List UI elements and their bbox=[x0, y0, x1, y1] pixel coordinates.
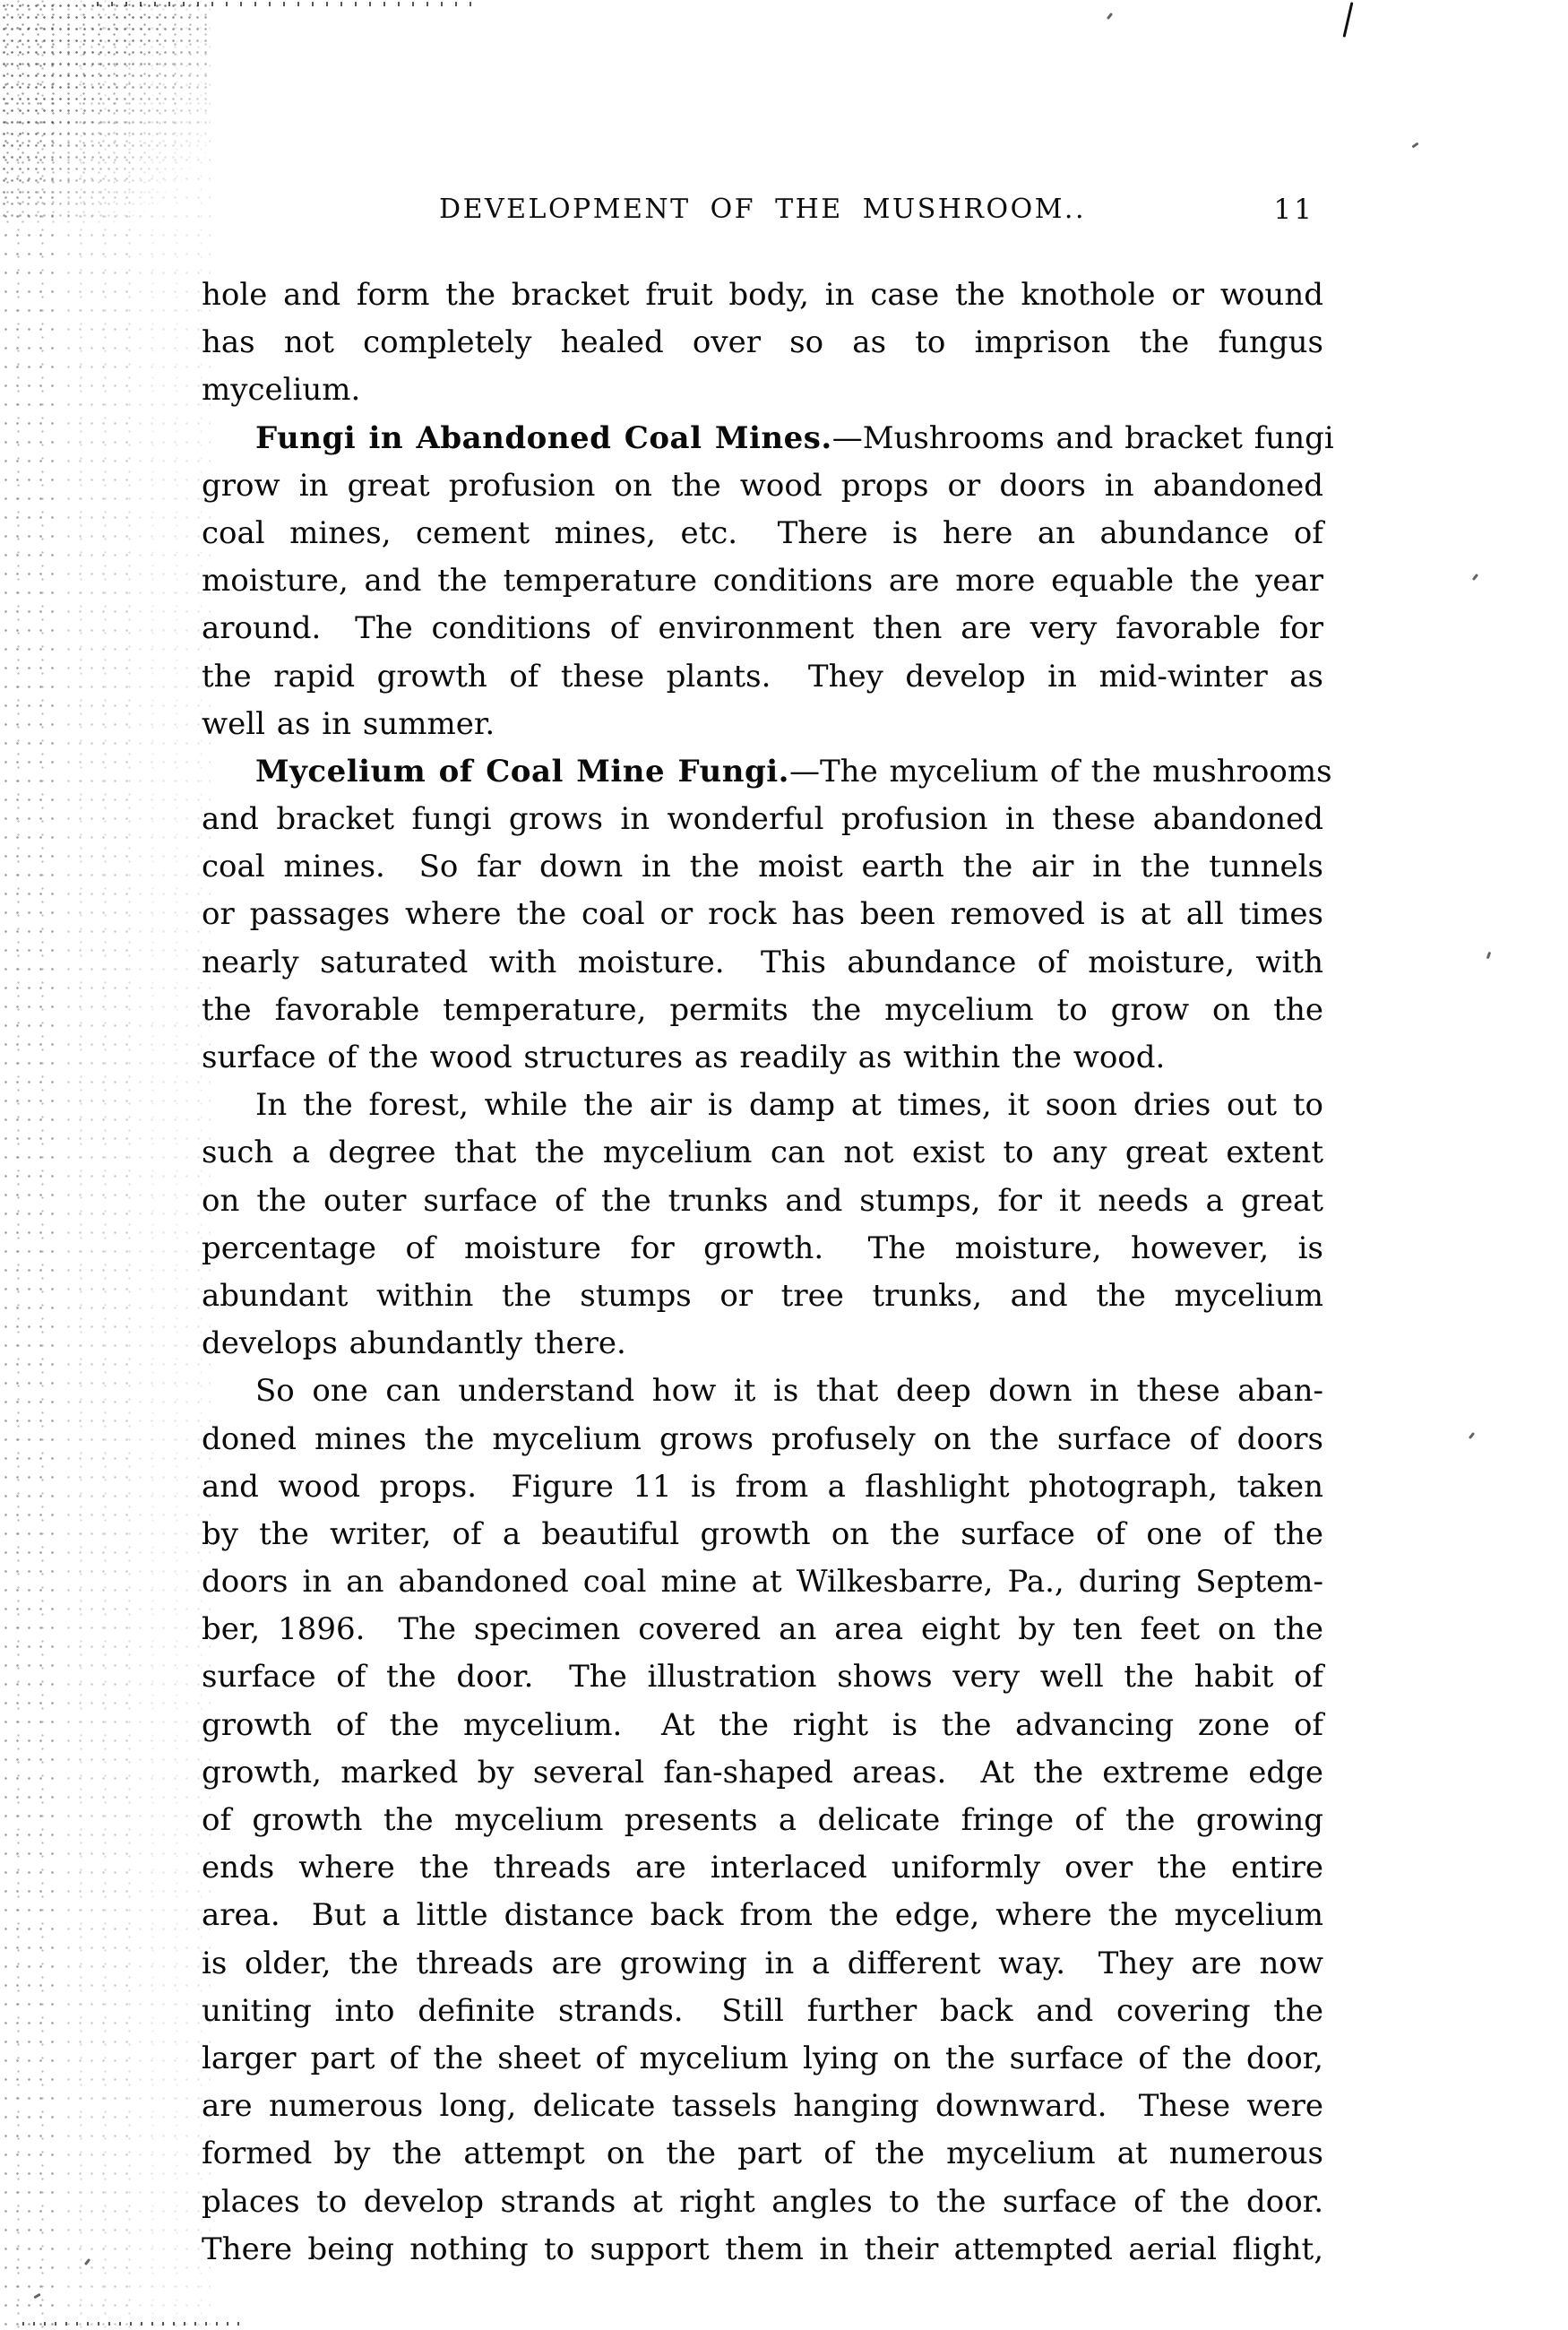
text-run: is older, the threads are growing in a different way. They are now bbox=[202, 1945, 1323, 1981]
top-left-scan-noise bbox=[0, 0, 211, 224]
text-run: growth of the mycelium. At the right is the advancing zone of bbox=[202, 1706, 1323, 1743]
text-line bbox=[202, 1940, 1323, 1988]
text-line bbox=[202, 1702, 1323, 1749]
text-line bbox=[202, 987, 1323, 1034]
text-run: doned mines the mycelium grows profusely on the surface of doors bbox=[202, 1420, 1323, 1457]
text-line bbox=[202, 605, 1323, 652]
text-line bbox=[202, 891, 1323, 938]
text-run: —Mushrooms and bracket fungi bbox=[831, 419, 1334, 456]
text-line bbox=[202, 939, 1323, 987]
text-run: or passages where the coal or rock has been removed is at all times bbox=[202, 896, 1323, 933]
text-line bbox=[202, 367, 1323, 414]
text-run: surface of the door. The illustration shows very well the habit of bbox=[202, 1659, 1323, 1696]
scan-speck bbox=[1469, 1432, 1475, 1439]
scan-speck bbox=[1486, 952, 1492, 960]
text-line bbox=[202, 1368, 1323, 1415]
text-run: are numerous long, delicate tassels hanging downward. These were bbox=[202, 2088, 1323, 2125]
text-line bbox=[202, 2179, 1323, 2226]
text-line bbox=[202, 1844, 1323, 1892]
section-heading: Mycelium of Coal Mine Fungi. bbox=[255, 753, 789, 790]
text-line bbox=[202, 1558, 1323, 1606]
text-run: area. But a little distance back from the edge, where the mycelium bbox=[202, 1897, 1323, 1934]
text-line bbox=[202, 796, 1323, 843]
text-run: In the forest, while the air is damp at times, it soon dries out to bbox=[255, 1087, 1323, 1124]
scan-speck bbox=[1411, 142, 1418, 148]
text-line bbox=[202, 415, 1334, 462]
text-run: well as in summer. bbox=[202, 705, 495, 742]
text-run: such a degree that the mycelium can not exist to any great extent bbox=[202, 1135, 1323, 1171]
text-run: ber, 1896. The specimen covered an area eight by ten feet on the bbox=[202, 1611, 1323, 1648]
text-line bbox=[202, 1749, 1323, 1797]
text-run: by the writer, of a beautiful growth on the surface of one of the bbox=[202, 1515, 1323, 1552]
page-number: 11 bbox=[1273, 194, 1314, 226]
text-run: and wood props. Figure 11 is from a flashlight photograph, taken bbox=[202, 1468, 1323, 1505]
text-run: the favorable temperature, permits the mycelium to grow on the bbox=[202, 991, 1323, 1028]
text-run: doors in an abandoned coal mine at Wilkesbarre, Pa., during Septem- bbox=[202, 1564, 1323, 1601]
text-run: the rapid growth of these plants. They develop in mid-winter as bbox=[202, 658, 1323, 695]
text-line bbox=[202, 1416, 1323, 1463]
text-line bbox=[202, 1606, 1323, 1653]
left-edge-scan-noise bbox=[0, 0, 63, 2330]
text-run: on the outer surface of the trunks and stumps, for it needs a great bbox=[202, 1182, 1323, 1219]
text-run: larger part of the sheet of mycelium lying on the surface of the door, bbox=[202, 2040, 1323, 2076]
text-run: coal mines. So far down in the moist earth the air in the tunnels bbox=[202, 849, 1323, 885]
text-line bbox=[202, 701, 1323, 748]
body-text bbox=[202, 272, 1334, 2274]
text-run: ends where the threads are interlaced uniformly over the entire bbox=[202, 1850, 1323, 1886]
text-line bbox=[202, 272, 1323, 319]
text-line bbox=[202, 1988, 1323, 2035]
text-line bbox=[202, 1797, 1323, 1844]
text-line bbox=[202, 1225, 1323, 1273]
text-run: coal mines, cement mines, etc. There is here an abundance of bbox=[202, 514, 1323, 551]
scan-speck bbox=[84, 2258, 90, 2265]
text-run: percentage of moisture for growth. The moisture, however, is bbox=[202, 1230, 1323, 1266]
text-line bbox=[202, 1511, 1323, 1558]
section-heading: Fungi in Abandoned Coal Mines. bbox=[255, 419, 832, 456]
text-run: and bracket fungi grows in wonderful profusion in these abandoned bbox=[202, 801, 1323, 838]
text-line bbox=[202, 2130, 1323, 2178]
scan-speck bbox=[1107, 13, 1113, 20]
text-run: abundant within the stumps or tree trunks, and the mycelium bbox=[202, 1277, 1323, 1314]
text-line bbox=[202, 1320, 1323, 1368]
scan-speck bbox=[1472, 574, 1478, 581]
text-line bbox=[202, 510, 1323, 557]
text-line bbox=[202, 2035, 1323, 2083]
text-line bbox=[202, 1178, 1323, 1225]
chapter-title: DEVELOPMENT OF THE MUSHROOM.. bbox=[439, 194, 1086, 225]
text-run: nearly saturated with moisture. This abundance of moisture, with bbox=[202, 944, 1323, 980]
text-run: uniting into definite strands. Still further back and covering the bbox=[202, 1992, 1323, 2029]
text-line bbox=[202, 653, 1323, 701]
left-edge-scan-noise bbox=[134, 0, 211, 2330]
text-run: There being nothing to support them in their attempted aerial flight, bbox=[202, 2231, 1323, 2267]
text-line bbox=[202, 1463, 1323, 1511]
scan-artifact-ticks-bottom bbox=[22, 2322, 242, 2326]
text-run: formed by the attempt on the part of the mycelium at numerous bbox=[202, 2136, 1323, 2172]
text-run: places to develop strands at right angles to the surface of the door. bbox=[202, 2183, 1323, 2220]
text-line bbox=[202, 748, 1332, 796]
text-line bbox=[202, 1129, 1323, 1177]
text-line bbox=[202, 557, 1323, 605]
left-edge-scan-noise bbox=[63, 0, 134, 2330]
text-run: has not completely healed over so as to imprison the fungus bbox=[202, 324, 1323, 361]
text-line bbox=[202, 2083, 1323, 2130]
scan-artifact-ticks-top bbox=[97, 2, 482, 6]
text-run: growth, marked by several fan-shaped areas. At the extreme edge bbox=[202, 1754, 1323, 1791]
text-line bbox=[202, 1273, 1323, 1320]
text-line bbox=[202, 2226, 1323, 2274]
text-run: So one can understand how it is that deep down in these aban- bbox=[255, 1373, 1323, 1410]
running-head bbox=[202, 194, 1323, 237]
text-line bbox=[202, 1034, 1323, 1082]
text-line bbox=[202, 1082, 1323, 1129]
text-run: of growth the mycelium presents a delicate fringe of the growing bbox=[202, 1802, 1323, 1838]
text-line bbox=[202, 319, 1323, 367]
text-run: moisture, and the temperature conditions are more equable the year bbox=[202, 563, 1323, 600]
text-line bbox=[202, 1653, 1323, 1701]
text-run: grow in great profusion on the wood props or doors in abandoned bbox=[202, 467, 1323, 504]
scan-artifact-stroke bbox=[1343, 2, 1354, 38]
text-run: —The mycelium of the mushrooms bbox=[789, 753, 1332, 790]
text-line bbox=[202, 843, 1323, 891]
text-run: hole and form the bracket fruit body, in case the knothole or wound bbox=[202, 277, 1323, 313]
text-run: mycelium. bbox=[202, 372, 361, 409]
text-run: develops abundantly there. bbox=[202, 1325, 626, 1362]
scan-speck bbox=[33, 2293, 40, 2300]
text-run: around. The conditions of environment then are very favorable for bbox=[202, 610, 1323, 647]
text-line bbox=[202, 1892, 1323, 1939]
text-run: surface of the wood structures as readily as within the wood. bbox=[202, 1040, 1166, 1075]
text-line bbox=[202, 462, 1323, 510]
